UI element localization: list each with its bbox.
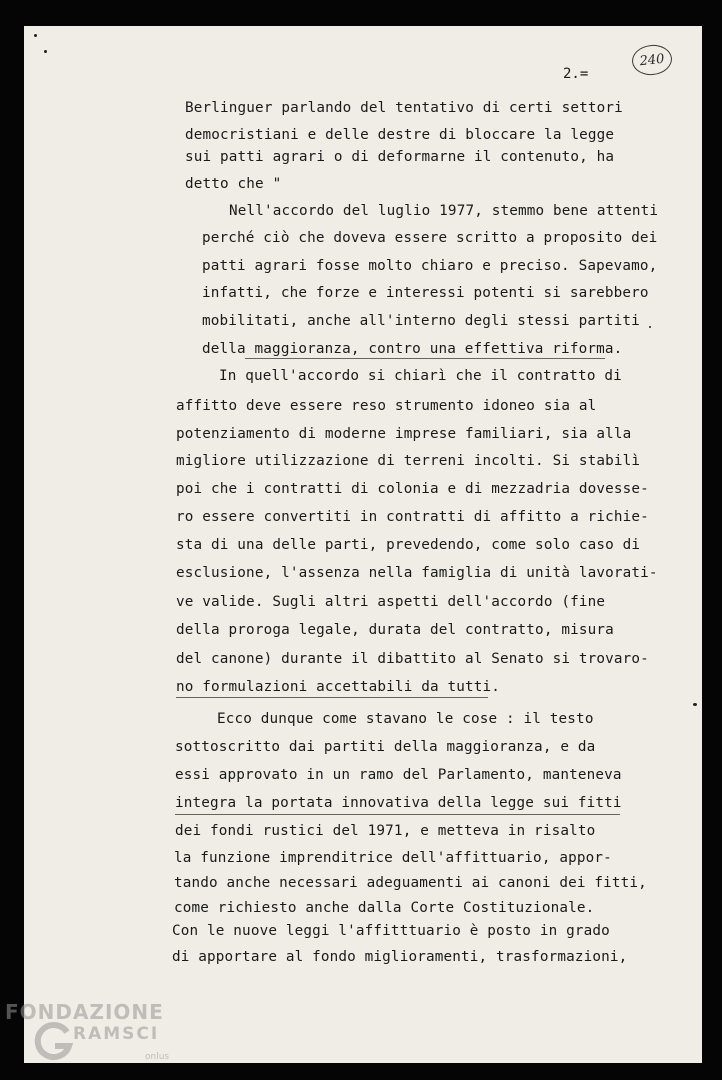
quote-line: perché ciò che doveva essere scritto a proposito dei [202, 230, 658, 246]
text-line: no formulazioni accettabili da tutti. [176, 679, 501, 695]
text-line: affitto deve essere reso strumento idoneo sia al [176, 398, 597, 414]
text-line: In quell'accordo si chiarì che il contratto di [219, 368, 622, 384]
text-line: poi che i contratti di colonia e di mezzadria dovesse- [176, 481, 649, 497]
text-line: sta di una delle parti, prevedendo, come solo caso di [176, 537, 641, 553]
watermark-text: onlus [145, 1052, 170, 1062]
text-line: migliore utilizzazione di terreni incolti. Si stabilì [176, 453, 641, 469]
text-line: Con le nuove leggi l'affitttuario è posto in grado [172, 923, 610, 939]
archive-stamp-number: 240 [631, 43, 674, 77]
fondazione-gramsci-watermark [5, 1000, 185, 1080]
quote-line: infatti, che forze e interessi potenti si sarebbero [202, 285, 649, 301]
scan-speck [693, 703, 697, 706]
quote-line: patti agrari fosse molto chiaro e preciso. Sapevamo, [202, 258, 658, 274]
text-line: della proroga legale, durata del contratto, misura [176, 622, 614, 638]
text-line: Berlinguer parlando del tentativo di certi settori [185, 100, 623, 116]
handwritten-underline [175, 814, 620, 815]
page-number: 2.= [563, 66, 589, 82]
text-line: di apportare al fondo miglioramenti, trasformazioni, [172, 949, 628, 965]
text-line: tando anche necessari adeguamenti ai canoni dei fitti, [174, 875, 647, 891]
scan-speck [649, 326, 651, 328]
text-line: Ecco dunque come stavano le cose : il testo [217, 711, 594, 727]
text-line: dei fondi rustici del 1971, e metteva in risalto [175, 823, 596, 839]
quote-line: Nell'accordo del luglio 1977, stemmo bene attenti [229, 203, 659, 219]
text-line: ve valide. Sugli altri aspetti dell'accordo (fine [176, 594, 606, 610]
text-line: integra la portata innovativa della legge sui fitti [175, 795, 622, 811]
text-line: detto che " [185, 176, 282, 192]
handwritten-underline [176, 697, 488, 698]
text-line: potenziamento di moderne imprese familiari, sia alla [176, 426, 632, 442]
watermark-text: RAMSCI [73, 1024, 160, 1044]
text-line: del canone) durante il dibattito al Senato si trovaro- [176, 651, 649, 667]
text-line: ro essere convertiti in contratti di affitto a richie- [176, 509, 649, 525]
text-line: sui patti agrari o di deformarne il contenuto, ha [185, 149, 615, 165]
text-line: essi approvato in un ramo del Parlamento, manteneva [175, 767, 622, 783]
text-line: la funzione imprenditrice dell'affittuario, appor- [174, 850, 612, 866]
quote-line: della maggioranza, contro una effettiva riforma. [202, 341, 623, 357]
watermark-text: FONDAZIONE [5, 1000, 164, 1024]
watermark-g-logo-icon [33, 1022, 73, 1062]
text-line: sottoscritto dai partiti della maggioranza, e da [175, 739, 596, 755]
quote-line: mobilitati, anche all'interno degli stessi partiti [202, 313, 640, 329]
scan-speck [34, 34, 37, 37]
text-line: esclusione, l'assenza nella famiglia di unità lavorati- [176, 565, 658, 581]
text-line: come richiesto anche dalla Corte Costituzionale. [174, 900, 595, 916]
handwritten-underline [245, 358, 605, 359]
text-line: democristiani e delle destre di bloccare la legge [185, 127, 615, 143]
scan-speck [44, 50, 47, 53]
